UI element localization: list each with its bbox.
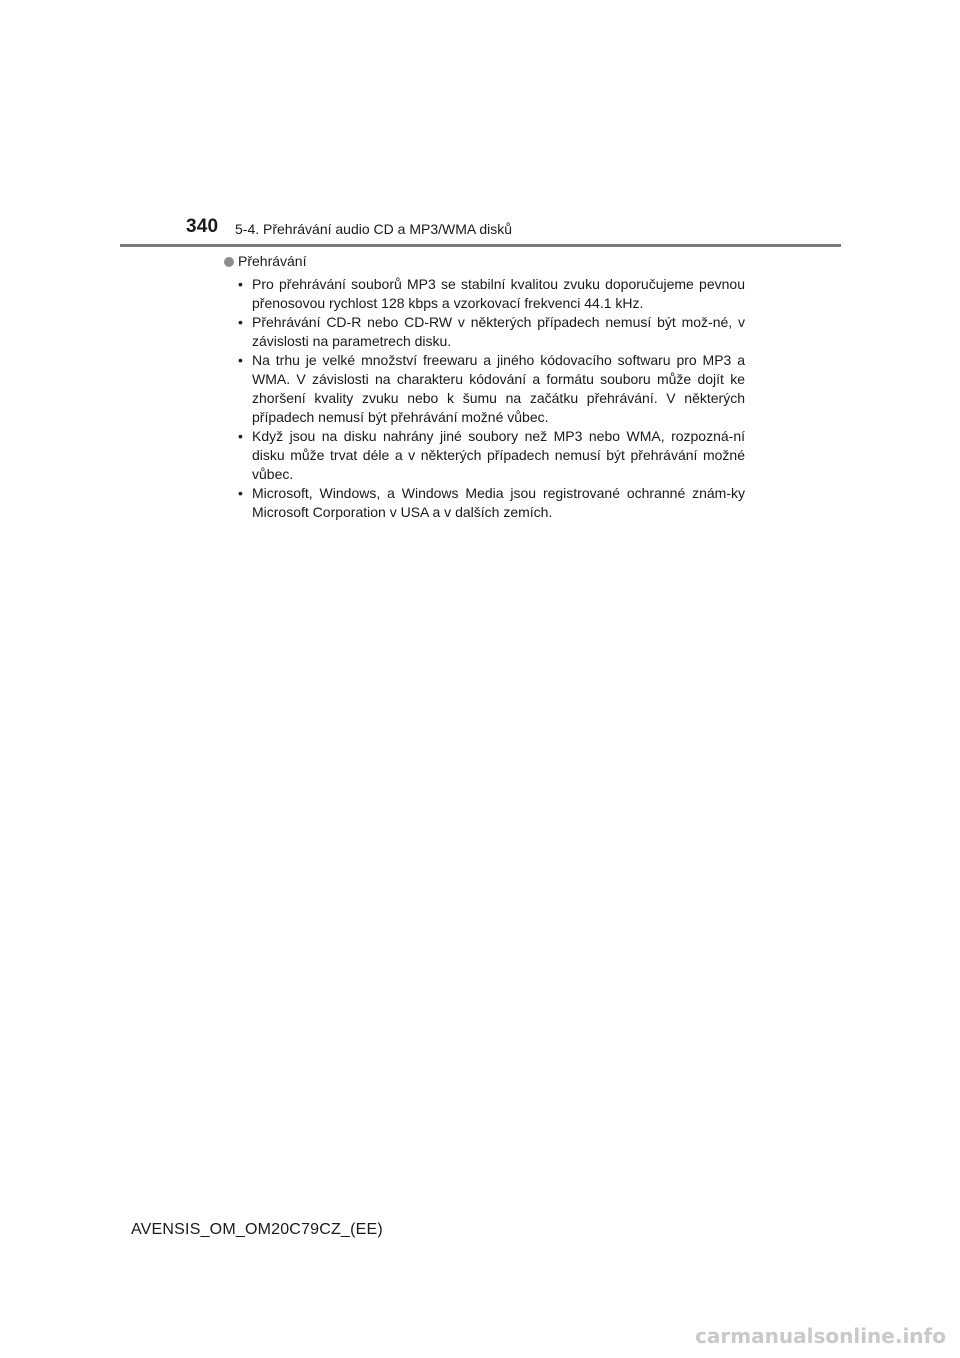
bullet-list bbox=[224, 275, 745, 522]
circle-bullet-icon bbox=[224, 257, 234, 267]
list-item: • Na trhu je velké množství freewaru a jiného kódovacího softwaru pro MP3 a WMA. V závislosti na charakteru kódování a formátu souboru může dojít ke zhoršení kvality zvuku nebo k šumu na začátku přehrávání. V některých případech nemusí být přehrávání možné vůbec. bbox=[238, 351, 745, 427]
section-heading-text: Přehrávání bbox=[238, 253, 307, 269]
watermark: carmanualsonline.info bbox=[695, 1324, 946, 1348]
section-title: 5-4. Přehrávání audio CD a MP3/WMA disků bbox=[235, 221, 513, 237]
header-divider bbox=[120, 244, 841, 247]
list-item: • Pro přehrávání souborů MP3 se stabilní kvalitou zvuku doporučujeme pevnou přenosovou rychlost 128 kbps a vzorkovací frekvenci 44.1 kHz. bbox=[238, 275, 745, 313]
list-item: • Když jsou na disku nahrány jiné soubory než MP3 nebo WMA, rozpozná-ní disku může trvat déle a v některých případech nemusí být přehrávání možné vůbec. bbox=[238, 427, 745, 484]
list-item: • Microsoft, Windows, a Windows Media jsou registrované ochranné znám-ky Microsoft Corporation v USA a v dalších zemích. bbox=[238, 484, 745, 522]
content-section bbox=[224, 252, 745, 522]
section-heading bbox=[224, 252, 745, 271]
document-code: AVENSIS_OM_OM20C79CZ_(EE) bbox=[131, 1221, 383, 1238]
list-item: • Přehrávání CD-R nebo CD-RW v některých případech nemusí být mož-né, v závislosti na parametrech disku. bbox=[238, 313, 745, 351]
page-number: 340 bbox=[186, 216, 219, 237]
